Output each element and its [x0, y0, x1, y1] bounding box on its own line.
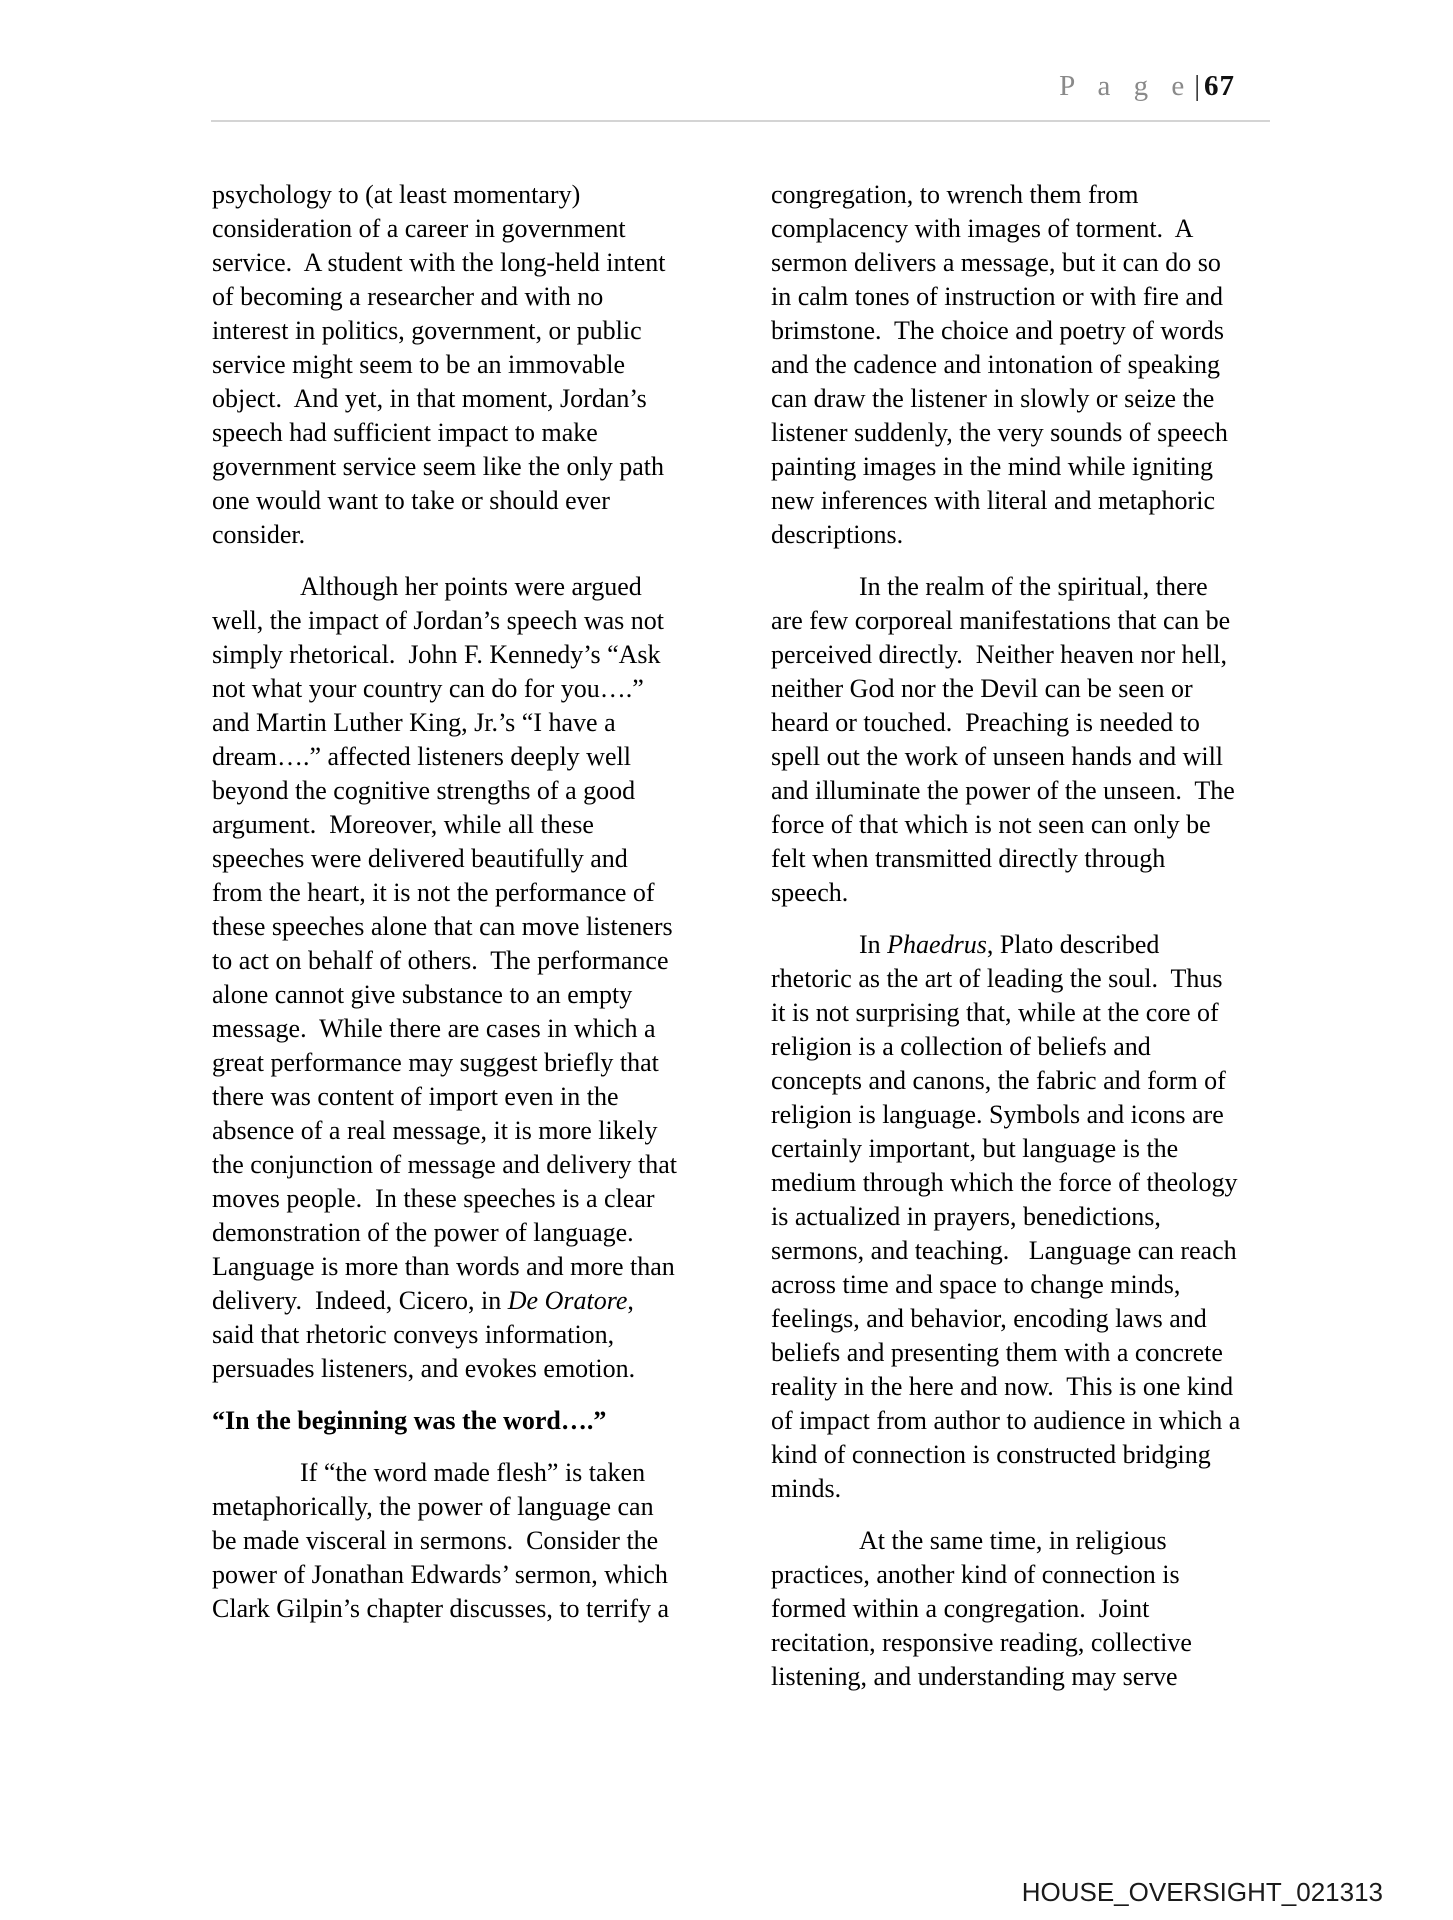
section-heading: [212, 1404, 682, 1438]
text-run: Although her points were argued well, the impact of Jordan’s speech was not simply rhetorical. John F. Kennedy’s “Ask not what your country can do for you….” and Martin Luther King, Jr.’s “I have a dream….” affected listeners deeply well beyond the cognitive strengths of a good argument. Moreover, while all these speeches were delivered beautifully and from the heart, it is not the performance of these speeches alone that can move listeners to act on behalf of others. The performance alone cannot give substance to an empty message. While there are cases in which a great performance may suggest briefly that there was content of import even in the absence of a real message, it is more likely the conjunction of message and delivery that moves people. In these speeches is a clear demonstration of the power of language. Language is more than words and more than delivery. Indeed, Cicero, in: [212, 572, 684, 1315]
text-run: “In the beginning was the word….”: [212, 1406, 607, 1435]
page-separator-bar: |: [1194, 70, 1200, 102]
paragraph: [212, 570, 682, 1386]
paragraph: [771, 928, 1247, 1506]
text-run: In: [859, 930, 888, 959]
italic-text: De Oratore: [507, 1286, 628, 1315]
page-header: [1059, 70, 1235, 103]
text-run: At the same time, in religious practices, another kind of connection is formed within a congregation. Joint recitation, responsive reading, collective listening, and understanding may serve: [771, 1526, 1199, 1691]
page-label: P a g e: [1059, 70, 1193, 102]
page-number: 67: [1204, 70, 1235, 102]
text-run: , Plato described rhetoric as the art of leading the soul. Thus it is not surprising that, while at the core of religion is a collection of beliefs and concepts and canons, the fabric and form of religion is language. Symbols and icons are certainly important, but language is the medium through which the force of theology is actualized in prayers, benedictions, sermons, and teaching. Language can reach across time and space to change minds, feelings, and behavior, encoding laws and beliefs and presenting them with a concrete reality in the here and now. This is one kind of impact from author to audience in which a kind of connection is constructed bridging minds.: [771, 930, 1247, 1503]
text-run: psychology to (at least momentary) consideration of a career in government service. A student with the long-held intent of becoming a researcher and with no interest in politics, government, or public service might seem to be an immovable object. And yet, in that moment, Jordan’s speech had sufficient impact to make government service seem like the only path one would want to take or should ever consider.: [212, 180, 672, 549]
text-run: In the realm of the spiritual, there are few corporeal manifestations that can be perceived directly. Neither heaven nor hell, neither God nor the Devil can be seen or heard or touched. Preaching is needed to spell out the work of unseen hands and will and illuminate the power of the unseen. The force of that which is not seen can only be felt when transmitted directly through speech.: [771, 572, 1242, 907]
italic-text: Phaedrus: [887, 930, 987, 959]
column-left: [212, 178, 682, 1712]
text-run: If “the word made flesh” is taken metaphorically, the power of language can be made visceral in sermons. Consider the power of Jonathan Edwards’ sermon, which Clark Gilpin’s chapter discusses, to terrify a: [212, 1458, 675, 1623]
text-run: , said that rhetoric conveys information, persuades listeners, and evokes emotion.: [212, 1286, 641, 1383]
paragraph: [212, 1456, 682, 1626]
text-run: congregation, to wrench them from complacency with images of torment. A sermon delivers a message, but it can do so in calm tones of instruction or with fire and brimstone. The choice and poetry of words and the cadence and intonation of speaking can draw the listener in slowly or seize the listener suddenly, the very sounds of speech painting images in the mind while igniting new inferences with literal and metaphoric descriptions.: [771, 180, 1235, 549]
bates-stamp-footer: HOUSE_OVERSIGHT_021313: [1021, 1877, 1383, 1907]
body-columns: [212, 178, 1247, 1712]
paragraph: [771, 570, 1241, 910]
paragraph: [771, 178, 1241, 552]
paragraph: [212, 178, 682, 552]
paragraph: [771, 1524, 1241, 1694]
column-right: [771, 178, 1247, 1712]
header-rule: [211, 120, 1270, 122]
